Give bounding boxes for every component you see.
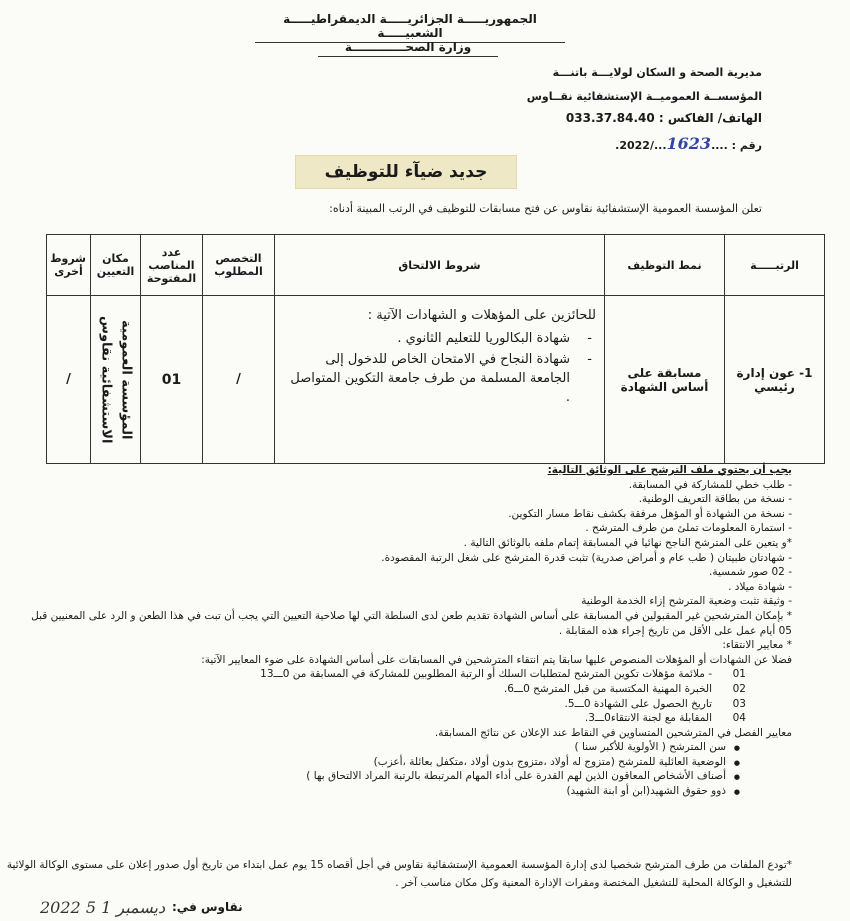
conditions-list [283, 329, 596, 407]
header-specialty: التخصص المطلوب [203, 235, 275, 296]
table-row [47, 296, 825, 464]
cell-rank: 1- عون إدارة رئيسي [725, 296, 825, 464]
phone-label: الهاتف/ الفاكس : [658, 111, 762, 125]
handwritten-date: 2022 ديسمبر 1 5 [40, 898, 166, 917]
criterion-number: 01 [732, 668, 746, 681]
list-item: - وثيقة تثبت وضعية المترشح إزاء الخدمة الوطنية [581, 595, 792, 608]
republic-title: الجمهوريـــــة الجزائريـــــة الديمقراطيـــــة الشعبيـــــة [255, 12, 565, 43]
institution: المؤسســة العموميــة الإستشفائية نقــاوس [526, 90, 762, 103]
header-conditions: شروط الالتحاق [275, 235, 605, 296]
directorate: مديرية الصحة و السكان لولايـــة باتنـــة [552, 66, 762, 79]
criterion-number: 03 [732, 697, 746, 710]
cell-specialty: / [203, 296, 275, 464]
criterion-text: - ملائمة مؤهلات تكوين المترشح لمتطلبات السلك أو الرتبة المطلوبين للمشاركة في المسابقة من 0ـــ13 [260, 668, 712, 681]
ref-year: .../2022. [615, 139, 667, 152]
header-positions: عدد المناصب المفتوحة [141, 235, 203, 296]
cell-mode: مسابقة على أساس الشهادة [605, 296, 725, 464]
table-header-row [47, 235, 825, 296]
list-item [22, 682, 792, 697]
selection-intro: فضلا عن الشهادات أو المؤهلات المنصوص عليها سابقا يتم انتقاء المترشحين في المسابقات على أساس الشهادة على ضوء المعايير الآتية: [201, 653, 792, 666]
list-item: - شهادتان طبيتان ( طب عام و أمراض صدرية) تثبت قدرة المترشح على شغل الرتبة المقصودة. [381, 551, 792, 564]
documents-title: يجب أن يحتوي ملف الترشح على الوثائق التالية: [547, 464, 792, 476]
list-item: - شهادة ميلاد . [728, 580, 792, 593]
header-rank: الرتبـــــة [725, 235, 825, 296]
announcement-body [22, 463, 792, 799]
ref-label: رقم : .... [711, 139, 762, 152]
criteria-list [22, 667, 792, 725]
phone-line [566, 111, 762, 125]
list-item: ● سن المترشح ( الأولوية للأكبر سنا ) [22, 740, 792, 755]
list-item: - استمارة المعلومات تملئ من طرف المترشح . [585, 522, 792, 535]
criterion-text: المقابلة مع لجنة الانتقاء0ـــ3. [584, 712, 712, 725]
list-item: ● الوضعية العائلية للمترشح (متزوج له أولاد ،متزوج بدون أولاد ،متكفل بعائلة ،أعزب) [22, 755, 792, 770]
reference-line [615, 134, 762, 153]
list-item: - نسخة من الشهادة أو المؤهل مرفقة بكشف نقاط مسار التكوين. [508, 507, 792, 520]
tie-break-intro: معايير الفصل في المترشحين المتساوين في النقاط عند الإعلان عن نتائج المسابقة. [434, 726, 792, 739]
phone-number: 033.37.84.40 [565, 111, 655, 125]
recruitment-banner: جديد ضيآء للتوظيف [295, 155, 517, 189]
jobs-table [46, 234, 825, 464]
intro-text: تعلن المؤسسة العمومية الإستشفائية نقاوس عن فتح مسابقات للتوظيف في الرتب المبينة أدناه: [329, 202, 762, 215]
criterion-text: الخبرة المهنية المكتسبة من قبل المترشح 0ـــ6. [503, 682, 712, 695]
appeal-note: * بإمكان المترشحين غير المقبولين في المسابقة على أساس الشهادة تقديم طعن لدى السلطة التي لها صلاحية التعيين التي يجب أن تبت في هذا الطعن و الرد على المعنيين قبل 05 أيام عمل على الأقل من تاريخ إجراء هذه المقابلة . [31, 609, 792, 637]
list-item: - طلب خطي للمشاركة في المسابقة. [628, 478, 792, 491]
cell-place [91, 296, 141, 464]
ref-handwritten-number: 1623 [666, 134, 712, 153]
selection-title: * معايير الانتقاء: [722, 639, 792, 652]
list-item: *و يتعين على المترشح الناجح نهائيا في المسابقة إتمام ملفه بالوثائق التالية . [463, 536, 792, 549]
header-other: شروط أخرى [47, 235, 91, 296]
cell-other: / [47, 296, 91, 464]
list-item: ● أصناف الأشخاص المعاقون الذين لهم القدرة على أداء المهام المرتبطة بالرتبة المراد الالتحاق بها ) [22, 769, 792, 784]
criterion-text: تاريخ الحصول على الشهادة 0ـــ5. [564, 697, 712, 710]
header-place: مكان التعيين [91, 235, 141, 296]
cell-conditions [275, 296, 605, 464]
conditions-intro: للحائزين على المؤهلات و الشهادات الآتية : [367, 308, 596, 323]
deposit-note: *تودع الملفات من طرف المترشح شخصيا لدى إدارة المؤسسة العمومية الإستشفائية نقاوس في أجل أقصاه 15 يوم عمل ابتداء من تاريخ أول صدور إعلان على مستوى الوكالة الولائية للتشغيل و الوكالة المحلية للتشغيل المختصة ومقرات الإدارة المعنية وكل مكان مناسب آخر . [6, 859, 792, 889]
place-vertical-text: المؤسسة العمومية الاستشفائية نقاوس [98, 315, 134, 444]
ministry-title: وزارة الصحـــــــــــــة [318, 40, 498, 57]
cell-positions: 01 [141, 296, 203, 464]
place-date-label: نقاوس في: [172, 900, 243, 914]
list-item [22, 667, 792, 682]
list-item: - نسخة من بطاقة التعريف الوطنية. [638, 493, 792, 506]
header-mode: نمط التوظيف [605, 235, 725, 296]
list-item: - شهادة النجاح في الامتحان الخاص للدخول إلى الجامعة المسلمة من طرف جامعة التكوين المتواصل . [283, 350, 570, 407]
list-item [22, 697, 792, 712]
list-item: - 02 صور شمسية. [709, 566, 792, 579]
list-item [22, 711, 792, 726]
list-item: - شهادة البكالوريا للتعليم الثانوي . [283, 329, 570, 348]
criterion-number: 04 [732, 712, 746, 725]
list-item: ● ذوو حقوق الشهيد(ابن أو ابنة الشهيد) [22, 784, 792, 799]
criterion-number: 02 [732, 682, 746, 695]
